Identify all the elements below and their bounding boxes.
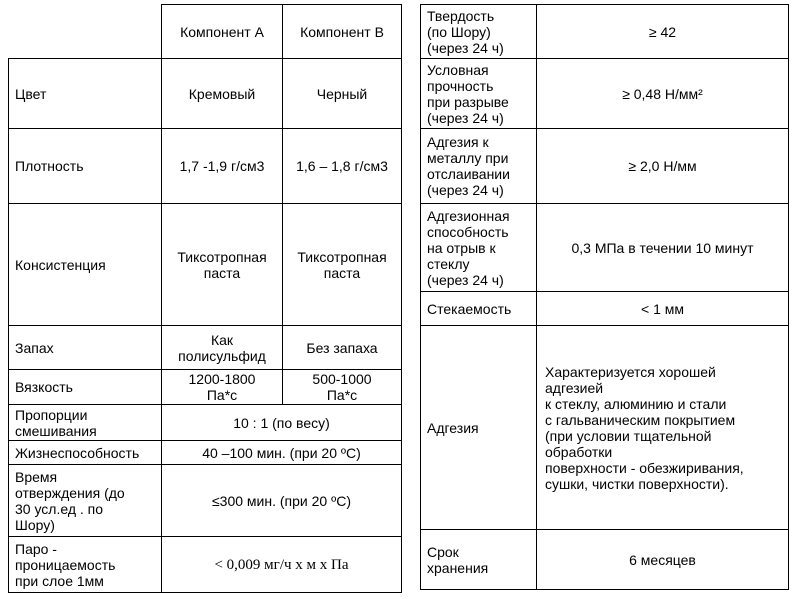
row-label-consistency: Консистенция — [9, 204, 162, 326]
row-label-hardness: Твердость (по Шору) (через 24 ч) — [421, 5, 537, 59]
table-row — [9, 59, 402, 129]
properties-table-right — [420, 4, 789, 590]
table-row — [421, 292, 789, 326]
table-row — [9, 405, 402, 441]
table-row — [421, 59, 789, 129]
color-b: Черный — [283, 59, 402, 129]
row-label-adhesion: Адгезия — [421, 326, 537, 530]
row-label-color: Цвет — [9, 59, 162, 129]
odor-a: Как полисульфид — [162, 326, 283, 370]
density-a: 1,7 -1,9 г/см3 — [162, 129, 283, 204]
table-row — [9, 326, 402, 370]
row-label-mixing-ratio: Пропорции смешивания — [9, 405, 162, 441]
density-b: 1,6 – 1,8 г/см3 — [283, 129, 402, 204]
table-row — [9, 465, 402, 537]
table-row — [9, 204, 402, 326]
row-label-cure-time: Время отверждения (до 30 усл.ед . по Шору) — [9, 465, 162, 537]
table-row — [9, 370, 402, 405]
table-header-row — [9, 5, 402, 59]
cure-time-value: ≤300 мин. (при 20 ºС) — [162, 465, 402, 537]
glass-adhesion-value: 0,3 МПа в течении 10 минут — [537, 204, 789, 292]
table-row — [9, 441, 402, 465]
consistency-a: Тиксотропная паста — [162, 204, 283, 326]
header-component-b: Компонент В — [283, 5, 402, 59]
row-label-odor: Запах — [9, 326, 162, 370]
row-label-glass-adhesion: Адгезионная способность на отрыв к стеклу (через 24 ч) — [421, 204, 537, 292]
odor-b: Без запаха — [283, 326, 402, 370]
row-label-density: Плотность — [9, 129, 162, 204]
table-row — [421, 5, 789, 59]
row-label-tensile-strength: Условная прочность при разрыве (через 24 ч) — [421, 59, 537, 129]
mixing-ratio-value: 10 : 1 (по весу) — [162, 405, 402, 441]
header-empty-cell — [9, 5, 162, 59]
hardness-value: ≥ 42 — [537, 5, 789, 59]
table-row — [421, 326, 789, 530]
tensile-strength-value: ≥ 0,48 Н/мм² — [537, 59, 789, 129]
row-label-pot-life: Жизнеспособность — [9, 441, 162, 465]
sag-value: < 1 мм — [537, 292, 789, 326]
row-label-peel-adhesion: Адгезия к металлу при отслаивании (через 24 ч) — [421, 129, 537, 204]
viscosity-a: 1200-1800 Па*с — [162, 370, 283, 405]
peel-adhesion-value: ≥ 2,0 Н/мм — [537, 129, 789, 204]
table-row — [421, 530, 789, 590]
header-component-a: Компонент А — [162, 5, 283, 59]
color-a: Кремовый — [162, 59, 283, 129]
adhesion-description: Характеризуется хорошей адгезией к стеклу, алюминию и стали с гальваническим покрытием (при условии тщательной обработки поверхности - обезжиривания, сушки, чистки поверхности). — [537, 326, 789, 530]
table-row — [421, 129, 789, 204]
properties-table-left — [8, 4, 402, 593]
consistency-b: Тиксотропная паста — [283, 204, 402, 326]
vapor-permeability-value: < 0,009 мг/ч х м х Па — [162, 537, 402, 593]
row-label-viscosity: Вязкость — [9, 370, 162, 405]
table-row — [9, 537, 402, 593]
row-label-vapor-permeability: Паро - проницаемость при слое 1мм — [9, 537, 162, 593]
row-label-shelf-life: Срок хранения — [421, 530, 537, 590]
table-row — [9, 129, 402, 204]
pot-life-value: 40 –100 мин. (при 20 ºС) — [162, 441, 402, 465]
table-row — [421, 204, 789, 292]
viscosity-b: 500-1000 Па*с — [283, 370, 402, 405]
shelf-life-value: 6 месяцев — [537, 530, 789, 590]
row-label-sag: Стекаемость — [421, 292, 537, 326]
